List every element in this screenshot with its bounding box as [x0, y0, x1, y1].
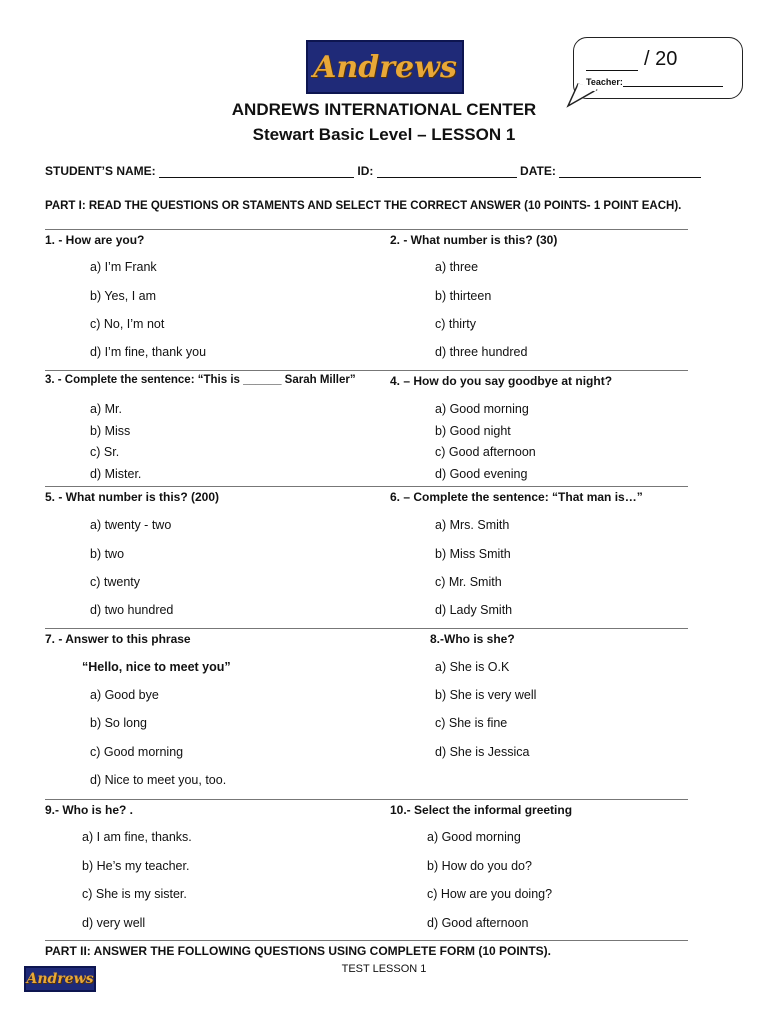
- teacher-label: Teacher:: [586, 77, 623, 87]
- answer-option[interactable]: b) How do you do?: [427, 859, 532, 873]
- question-7: 7. - Answer to this phrase: [45, 632, 191, 646]
- date-label: DATE:: [520, 164, 556, 178]
- question-2: 2. - What number is this? (30): [390, 233, 558, 247]
- answer-option[interactable]: a) twenty - two: [90, 518, 172, 532]
- page-subtitle: Stewart Basic Level – LESSON 1: [252, 125, 516, 144]
- date-field[interactable]: [559, 165, 701, 178]
- answer-option[interactable]: b) She is very well: [435, 688, 537, 702]
- question-4: 4. – How do you say goodbye at night?: [390, 374, 613, 388]
- answer-option[interactable]: b) He’s my teacher.: [82, 859, 190, 873]
- answer-option[interactable]: a) I’m Frank: [90, 260, 157, 274]
- logo-text: Andrews: [313, 49, 457, 85]
- answer-option[interactable]: c) Sr.: [90, 445, 120, 459]
- teacher-field: [586, 77, 723, 87]
- answer-option[interactable]: c) Mr. Smith: [435, 575, 502, 589]
- question-5: 5. - What number is this? (200): [45, 490, 220, 504]
- answer-option[interactable]: c) She is my sister.: [82, 887, 187, 901]
- answer-option[interactable]: a) Good bye: [90, 688, 159, 702]
- answer-option[interactable]: c) Good morning: [90, 745, 184, 759]
- divider: [45, 486, 688, 487]
- answer-option[interactable]: c) She is fine: [435, 716, 508, 730]
- answer-option[interactable]: c) How are you doing?: [427, 887, 553, 901]
- answer-option[interactable]: a) Good morning: [427, 830, 521, 844]
- answer-option[interactable]: d) I’m fine, thank you: [90, 345, 207, 359]
- answer-option[interactable]: a) Mr.: [90, 402, 122, 416]
- answer-option[interactable]: b) Miss Smith: [435, 547, 511, 561]
- question-9: 9.- Who is he? .: [45, 803, 134, 817]
- score-line: [586, 48, 677, 71]
- answer-option[interactable]: b) thirteen: [435, 289, 492, 303]
- divider: [45, 799, 688, 800]
- answer-option[interactable]: d) She is Jessica: [435, 745, 530, 759]
- answer-option[interactable]: b) Yes, I am: [90, 289, 157, 303]
- answer-option[interactable]: a) She is O.K: [435, 660, 510, 674]
- question-1: 1. - How are you?: [45, 233, 145, 247]
- student-name-field[interactable]: [159, 165, 354, 178]
- answer-option[interactable]: c) Good afternoon: [435, 445, 536, 459]
- answer-option[interactable]: d) Good afternoon: [427, 916, 529, 930]
- answer-option[interactable]: b) two: [90, 547, 125, 561]
- divider: [45, 229, 688, 230]
- answer-option[interactable]: d) Nice to meet you, too.: [90, 773, 227, 787]
- question-3: 3. - Complete the sentence: “This is ______ Sarah Miller”: [45, 374, 356, 386]
- answer-option[interactable]: d) three hundred: [435, 345, 528, 359]
- divider: [45, 940, 688, 941]
- divider: [45, 370, 688, 371]
- andrews-logo: [306, 40, 464, 94]
- teacher-blank[interactable]: [623, 77, 723, 87]
- answer-option[interactable]: d) two hundred: [90, 603, 174, 617]
- id-label: ID:: [357, 164, 374, 178]
- answer-option[interactable]: a) I am fine, thanks.: [82, 830, 192, 844]
- student-info-row: [45, 164, 701, 178]
- part1-instruction: PART I: READ THE QUESTIONS OR STAMENTS AND SELECT THE CORRECT ANSWER (10 POINTS- 1 POINT EACH).: [45, 200, 682, 212]
- footer-logo-text: Andrews: [26, 971, 94, 987]
- answer-option[interactable]: d) Lady Smith: [435, 603, 513, 617]
- answer-option[interactable]: b) Good night: [435, 424, 511, 438]
- answer-option[interactable]: d) Good evening: [435, 467, 528, 481]
- part2-instruction: PART II: ANSWER THE FOLLOWING QUESTIONS USING COMPLETE FORM (10 POINTS).: [45, 944, 552, 958]
- answer-option[interactable]: c) No, I’m not: [90, 317, 165, 331]
- divider: [45, 628, 688, 629]
- answer-option[interactable]: c) twenty: [90, 575, 141, 589]
- score-blank[interactable]: [586, 52, 638, 71]
- footer-text: TEST LESSON 1: [341, 963, 427, 975]
- page-title: ANDREWS INTERNATIONAL CENTER: [231, 100, 537, 119]
- id-field[interactable]: [377, 165, 517, 178]
- question-6: 6. – Complete the sentence: “That man is…”: [390, 490, 643, 504]
- answer-option[interactable]: b) So long: [90, 716, 147, 730]
- student-name-label: STUDENT’S NAME:: [45, 164, 156, 178]
- question-8: 8.-Who is she?: [430, 632, 515, 646]
- answer-option[interactable]: a) three: [435, 260, 479, 274]
- question-10: 10.- Select the informal greeting: [390, 803, 573, 817]
- answer-option[interactable]: d) Mister.: [90, 467, 142, 481]
- answer-option[interactable]: b) Miss: [90, 424, 131, 438]
- answer-option[interactable]: d) very well: [82, 916, 146, 930]
- answer-option[interactable]: c) thirty: [435, 317, 476, 331]
- question-7-prompt: “Hello, nice to meet you”: [82, 660, 231, 674]
- score-total: / 20: [644, 48, 678, 70]
- answer-option[interactable]: a) Mrs. Smith: [435, 518, 510, 532]
- answer-option[interactable]: a) Good morning: [435, 402, 529, 416]
